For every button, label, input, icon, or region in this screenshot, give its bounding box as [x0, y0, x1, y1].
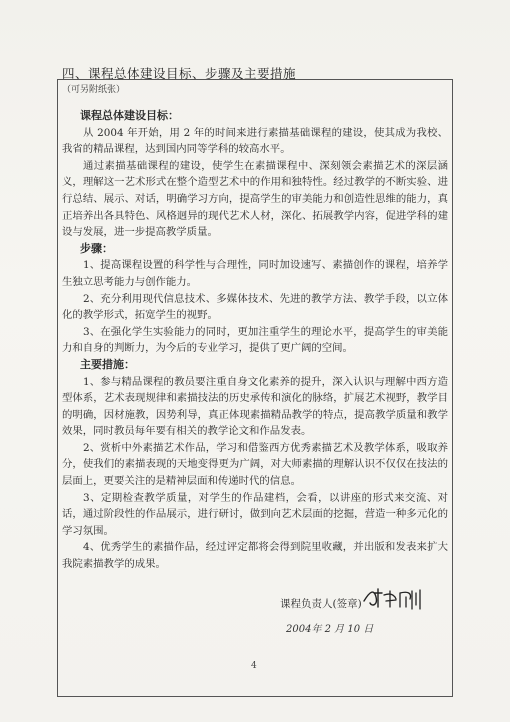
- signature-date: 2004年 2 月 10 日: [286, 624, 374, 635]
- handwritten-signature: [360, 585, 430, 611]
- page-number: 4: [251, 661, 257, 671]
- measure-paragraph-1: 1、参与精品课程的教员要注重自身文化素养的提升，深入认识与理解中西方造型体系，艺术表现规律和素描技法的历史承传和演化的脉络，扩展艺术视野，教学目的明确，因材施教，因势利导，真正体现素描精品教学的特点，提高教学质量和教学效果，同时教员每年要有相关的教学论文和作品发表。: [62, 375, 448, 438]
- attach-note: （可另附纸张）: [62, 85, 126, 95]
- goal-paragraph-1: 从 2004 年开始，用 2 年的时间来进行素描基础课程的建设，使其成为我校、我省的精品课程，达到国内同等学科的较高水平。: [62, 126, 448, 156]
- step-paragraph-2: 2、充分利用现代信息技术、多媒体技术、先进的教学方法、教学手段，以立体化的教学形式，拓宽学生的视野。: [62, 292, 448, 322]
- goal-paragraph-2: 通过素描基础课程的建设，使学生在素描课程中、深刻领会素描艺术的深层涵义，理解这一艺术形式在整个造型艺术中的作用和独特性。经过教学的不断实验、进行总结、展示、对话，明确学习方向，提高学生的审美能力和创造性思维的能力，真正培养出各具特色、风格迥异的现代艺术人材，深化、拓展教学内容，促进学科的建设与发展，进一步提高教学质量。: [62, 159, 448, 239]
- measure-paragraph-2: 2、赏析中外素描艺术作品，学习和借鉴西方优秀素描艺术及教学体系，吸取养分，使我们的素描表现的天地变得更为广阔，对大师素描的理解认识不仅仅在技法的层面上，更要关注的是精神层面和传递时代的信息。: [62, 441, 448, 488]
- measure-paragraph-4: 4、优秀学生的素描作品，经过评定都将会得到院里收藏，并出版和发表来扩大我院素描教学的成果。: [62, 541, 448, 571]
- measures-title: 主要措施：: [80, 357, 135, 371]
- step-paragraph-1: 1、提高课程设置的科学性与合理性，同时加设速写、素描创作的课程，培养学生独立思考能力与创作能力。: [62, 259, 448, 288]
- steps-title: 步骤：: [80, 241, 113, 255]
- goal-title: 课程总体建设目标：: [80, 109, 179, 122]
- signature-label: 课程负责人(签章): [280, 598, 362, 610]
- content-body: [62, 108, 448, 573]
- step-paragraph-3: 3、在强化学生实验能力的同时，更加注重学生的理论水平，提高学生的审美能力和自身的判断力，为今后的专业学习，提供了更广阔的空间。: [62, 325, 448, 355]
- section-heading: 四、课程总体建设目标、步骤及主要措施: [62, 66, 297, 81]
- measure-paragraph-3: 3、定期检查教学质量，对学生的作品建档，会看，以讲座的形式来交流、对话，通过阶段性的作品展示，进行研讨，做到向艺术层面的挖掘，营造一种多元化的学习氛围。: [62, 491, 448, 537]
